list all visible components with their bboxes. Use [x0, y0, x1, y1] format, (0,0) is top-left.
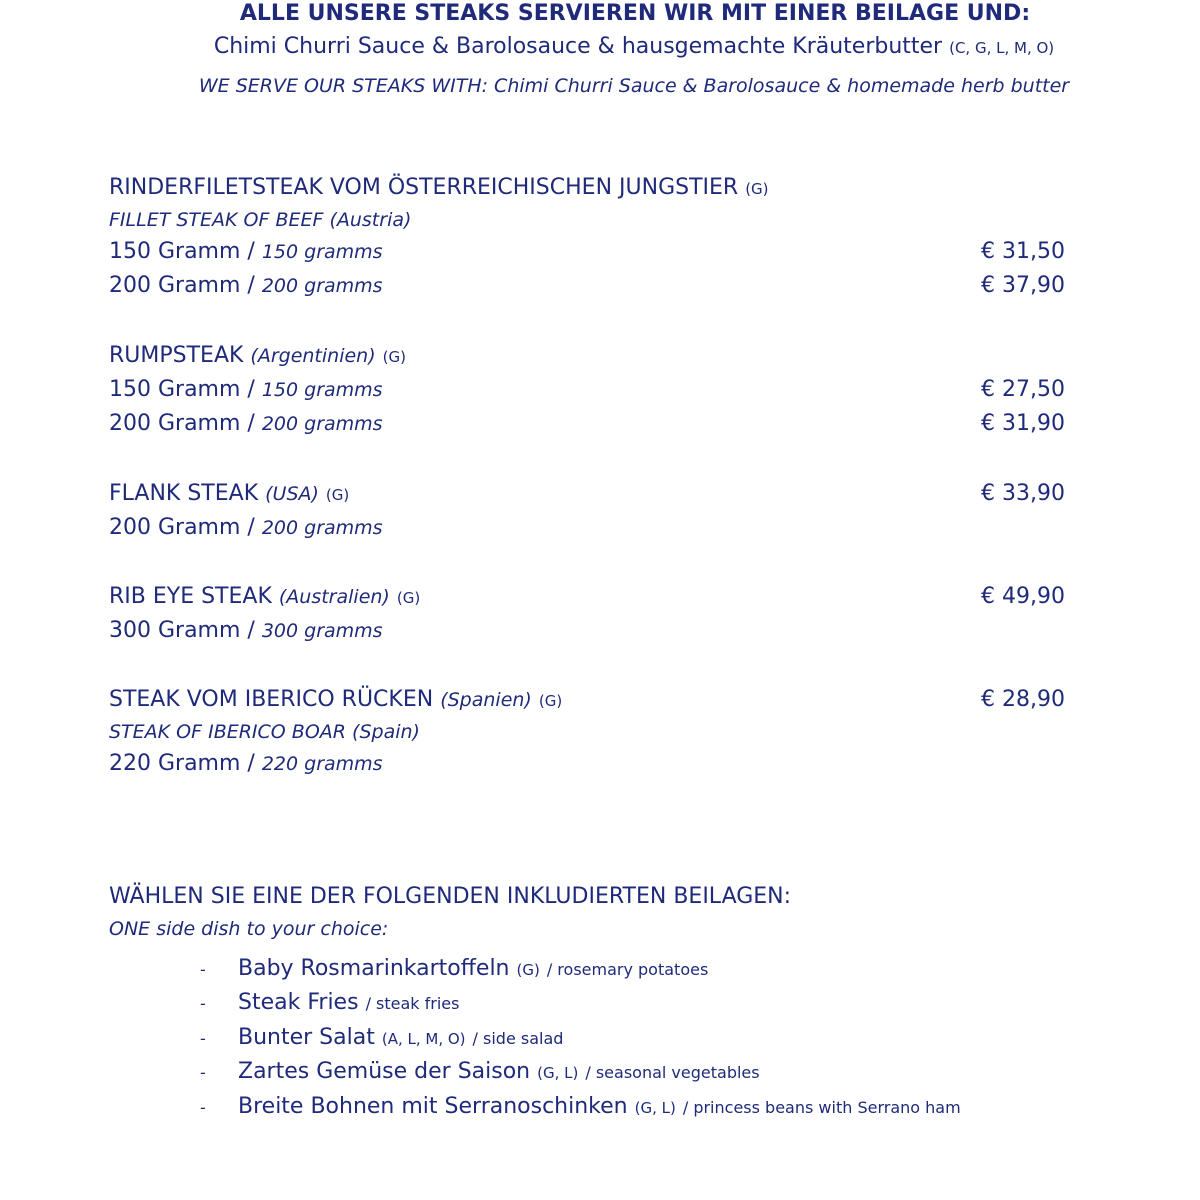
steak-origin: (Argentinien) — [250, 345, 376, 367]
side-de: Bunter Salat — [238, 1025, 375, 1050]
steak-price: € 49,90 — [981, 584, 1065, 609]
menu-title: ALLE UNSERE STEAKS SERVIEREN WIR MIT EINER BEILAGE UND: — [239, 1, 1031, 26]
side-item — [200, 1024, 563, 1053]
sauces-line-en: WE SERVE OUR STEAKS WITH: Chimi Churri Sauce & Barolosauce & homemade herb butter — [198, 75, 1070, 97]
steak-subtitle: FILLET STEAK OF BEEF (Austria) — [109, 209, 412, 231]
portion-en: 150 gramms — [261, 379, 383, 401]
portion-en: 220 gramms — [261, 753, 383, 775]
side-en: / steak fries — [365, 994, 460, 1013]
side-de: Steak Fries — [238, 990, 359, 1015]
steak-name: RINDERFILETSTEAK VOM ÖSTERREICHISCHEN JUNGSTIER — [109, 175, 739, 200]
steak-name: RIB EYE STEAK — [109, 584, 272, 609]
portion-row — [109, 617, 383, 645]
steak-allergen: (G) — [325, 486, 350, 504]
portion-row — [109, 514, 383, 542]
steak-name-row — [109, 686, 562, 715]
steak-name-row — [109, 174, 769, 203]
side-allergen: (A, L, M, O) — [381, 1030, 466, 1048]
steak-origin: (USA) — [265, 483, 319, 505]
dash-bullet: - — [200, 1029, 206, 1048]
portion-price: € 37,90 — [981, 273, 1065, 298]
steak-allergen: (G) — [382, 348, 406, 366]
portion-de: 200 Gramm / — [109, 411, 255, 436]
portion-price: € 31,90 — [981, 411, 1065, 436]
sauces-de: Chimi Churri Sauce & Barolosauce & hausgemachte Kräuterbutter — [213, 34, 943, 59]
steak-price: € 28,90 — [981, 687, 1065, 712]
steak-name: RUMPSTEAK — [109, 343, 244, 368]
dash-bullet: - — [200, 960, 206, 979]
side-item — [200, 1093, 961, 1122]
side-allergen: (G, L) — [634, 1099, 676, 1117]
side-allergen: (G) — [516, 961, 540, 979]
portion-de: 200 Gramm / — [109, 273, 255, 298]
steak-allergen: (G) — [538, 692, 563, 710]
side-item — [200, 955, 708, 984]
steak-subtitle: STEAK OF IBERICO BOAR (Spain) — [109, 721, 420, 743]
side-de: Zartes Gemüse der Saison — [238, 1059, 531, 1084]
side-en: / side salad — [472, 1029, 564, 1048]
steak-name: STEAK VOM IBERICO RÜCKEN — [109, 687, 434, 712]
portion-de: 220 Gramm / — [109, 751, 255, 776]
portion-row — [109, 272, 383, 300]
side-de: Breite Bohnen mit Serranoschinken — [238, 1094, 628, 1119]
portion-en: 150 gramms — [261, 241, 383, 263]
steak-name-row — [109, 480, 349, 509]
steak-allergen: (G) — [396, 589, 421, 607]
steak-origin: (Spanien) — [440, 689, 532, 711]
portion-de: 200 Gramm / — [109, 515, 255, 540]
portion-en: 200 gramms — [261, 517, 383, 539]
portion-row — [109, 376, 383, 404]
steak-name: FLANK STEAK — [109, 481, 259, 506]
side-allergen: (G, L) — [537, 1064, 579, 1082]
sides-title: WÄHLEN SIE EINE DER FOLGENDEN INKLUDIERTEN BEILAGEN: — [109, 884, 792, 909]
steak-name-row — [109, 583, 420, 612]
portion-en: 200 gramms — [261, 413, 383, 435]
portion-en: 300 gramms — [261, 620, 383, 642]
portion-row — [109, 410, 383, 438]
portion-price: € 31,50 — [981, 239, 1065, 264]
dash-bullet: - — [200, 994, 206, 1013]
portion-row — [109, 238, 383, 266]
side-de: Baby Rosmarinkartoffeln — [238, 956, 510, 981]
portion-de: 150 Gramm / — [109, 377, 255, 402]
portion-en: 200 gramms — [261, 275, 383, 297]
sauces-line-de — [0, 33, 1200, 62]
steak-origin: (Australien) — [278, 586, 390, 608]
side-item — [200, 1058, 760, 1087]
sides-subtitle: ONE side dish to your choice: — [109, 918, 389, 940]
portion-price: € 27,50 — [981, 377, 1065, 402]
dash-bullet: - — [200, 1098, 206, 1117]
sauces-allergens: (C, G, L, M, O) — [949, 39, 1055, 57]
side-en: / princess beans with Serrano ham — [682, 1098, 961, 1117]
steak-price: € 33,90 — [981, 481, 1065, 506]
side-item — [200, 989, 459, 1018]
steak-allergen: (G) — [745, 180, 769, 198]
portion-de: 150 Gramm / — [109, 239, 255, 264]
portion-de: 300 Gramm / — [109, 618, 255, 643]
side-en: / rosemary potatoes — [546, 960, 709, 979]
dash-bullet: - — [200, 1063, 206, 1082]
steak-name-row — [109, 342, 406, 371]
portion-row — [109, 750, 383, 778]
side-en: / seasonal vegetables — [585, 1063, 760, 1082]
